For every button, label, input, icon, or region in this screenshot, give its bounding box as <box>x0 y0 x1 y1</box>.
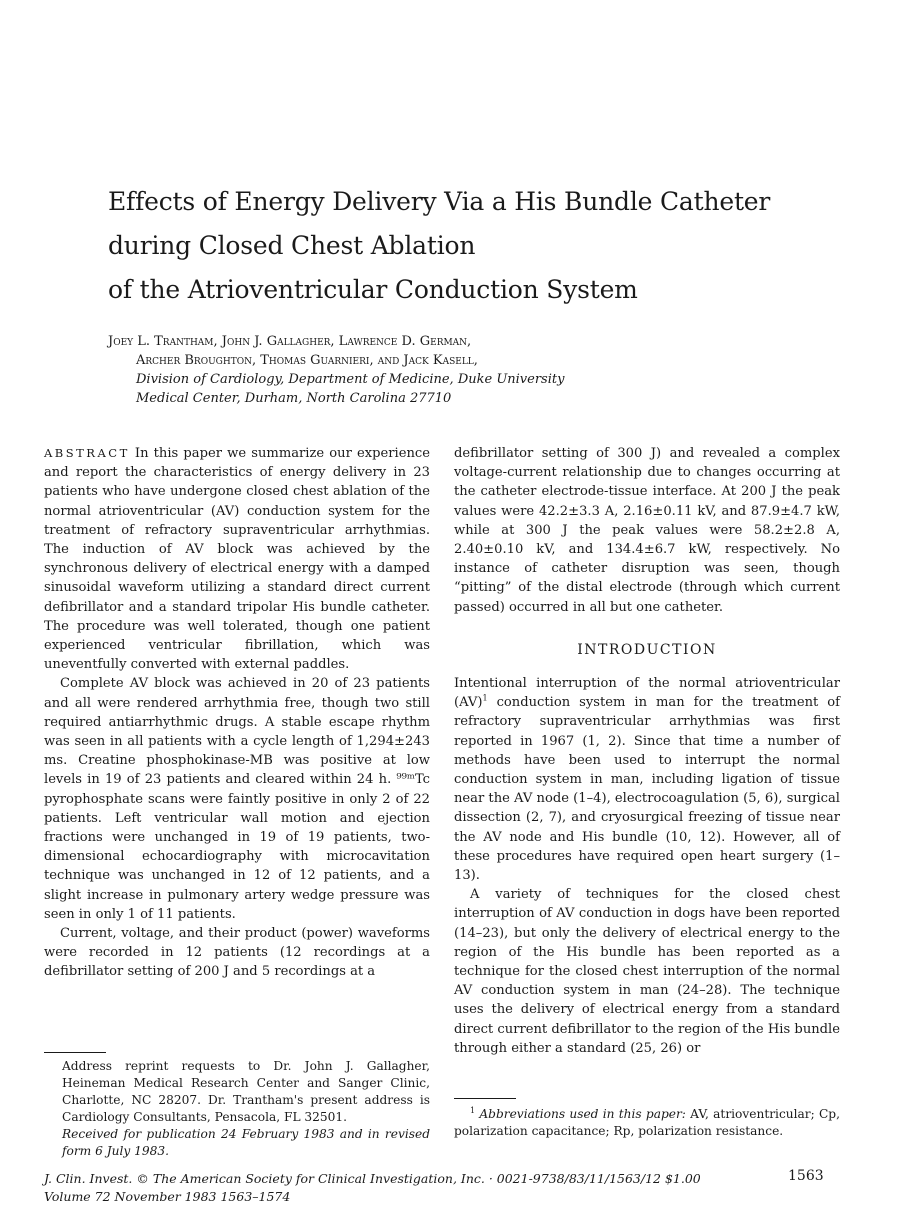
author-block <box>108 332 668 408</box>
title-line: of the Atrioventricular Conduction System <box>108 275 638 304</box>
article-title <box>108 180 828 312</box>
section-heading: INTRODUCTION <box>577 641 717 658</box>
author-names-line: Archer Broughton, Thomas Guarnieri, and Jack Kasell, <box>136 353 478 368</box>
intro-paragraph <box>454 674 840 885</box>
title-line: during Closed Chest Ablation <box>108 231 476 260</box>
footnote-marker: 1 <box>482 693 488 703</box>
abstract-paragraph: Current, voltage, and their product (power) waveforms were recorded in 12 patients (12 recordings at a defibrillator setting of 200 J and 5 recordings at a <box>44 926 430 980</box>
footnote-rule <box>44 1052 106 1053</box>
received-footnote: Received for publication 24 February 1983 and in revised form 6 July 1983. <box>62 1127 430 1158</box>
left-column <box>44 444 430 982</box>
affiliation-line: Medical Center, Durham, North Carolina 27710 <box>136 391 452 406</box>
page-number: 1563 <box>788 1168 824 1184</box>
affiliation-line: Division of Cardiology, Department of Medicine, Duke University <box>136 372 565 387</box>
abbrev-text: AV, atrioventricular; Cp, polarization capacitance; Rp, polarization resistance. <box>454 1107 840 1138</box>
abstract-text: In this paper we summarize our experience and report the characteristics of energy delivery in 23 patients who have undergone closed chest ablation of the normal atrioventricular (AV) conduction system for the treatment of refractory supraventricular arrhythmias. The induction of AV block was achieved by the synchronous delivery of electrical energy with a damped sinusoidal waveform utilizing a standard direct current defibrillator and a standard tripolar His bundle catheter. The procedure was well tolerated, though one patient experienced ventricular fibrillation, which was uneventfully converted with external paddles. <box>44 446 430 673</box>
abbreviation-footnote <box>454 1106 840 1140</box>
intro-paragraph: A variety of techniques for the closed chest interruption of AV conduction in dogs have been reported (14–23), but only the delivery of electrical energy to the region of the His bundle has been reported as a technique for the closed chest interruption of the normal AV conduction system in man (24–28). The technique uses the delivery of electrical energy from a standard direct current defibrillator to the region of the His bundle through either a standard (25, 26) or <box>454 887 840 1056</box>
footnote-marker: 1 <box>470 1105 476 1115</box>
right-column <box>454 444 840 1058</box>
journal-citation: J. Clin. Invest. © The American Society for Clinical Investigation, Inc. · 0021-9738/83/11/1563/12 $1.00 <box>44 1171 701 1186</box>
intro-text: Intentional interruption of the normal atrioventricular (AV) <box>454 676 840 711</box>
abbrev-label: Abbreviations used in this paper: <box>479 1107 686 1121</box>
abstract-paragraph <box>44 444 430 674</box>
volume-line: Volume 72 November 1983 1563–1574 <box>44 1189 291 1204</box>
abstract-continuation: defibrillator setting of 300 J) and revealed a complex voltage-current relationship due to changes occurring at the catheter electrode-tissue interface. At 200 J the peak values were 42.2±3.3 A, 2.16±0.11 kV, and 87.9±4.7 kW, while at 300 J the peak values were 58.2±2.8 A, 2.40±0.10 kV, and 134.4±6.7 kW, respectively. No instance of catheter disruption was seen, though “pitting” of the distal electrode (through which current passed) occurred in all but one catheter. <box>454 446 840 615</box>
footnote-block <box>62 1058 430 1160</box>
intro-text: conduction system in man for the treatment of refractory supraventricular arrhythmias was first reported in 1967 (1, 2). Since that time a number of methods have been used to interrupt the normal conduction system in man, including ligation of tissue near the AV node (1–4), electrocoagulation (5, 6), surgical dissection (2, 7), and cryosurgical freezing of tissue near the AV node and His bundle (10, 12). However, all of these procedures have required open heart surgery (1–13). <box>454 695 840 884</box>
author-names-line: Joey L. Trantham, John J. Gallagher, Lawrence D. German, <box>108 334 472 349</box>
reprint-footnote: Address reprint requests to Dr. John J. Gallagher, Heineman Medical Research Center and Sanger Clinic, Charlotte, NC 28207. Dr. Trantham's present address is Cardiology Consultants, Pensacola, FL 32501. <box>62 1059 430 1124</box>
abstract-label: ABSTRACT <box>44 446 130 460</box>
page-footer <box>44 1170 864 1206</box>
abstract-paragraph: Complete AV block was achieved in 20 of 23 patients and all were rendered arrhythmia free, though two still required antiarrhythmic drugs. A stable escape rhythm was seen in all patients with a cycle length of 1,294±243 ms. Creatine phosphokinase-MB was positive at low levels in 19 of 23 patients and cleared within 24 h. ⁹⁹ᵐTc pyrophosphate scans were faintly positive in only 2 of 22 patients. Left ventricular wall motion and ejection fractions were unchanged in 19 of 19 patients, two-dimensional echocardiography with microcavitation technique was unchanged in 12 of 12 patients, and a slight increase in pulmonary artery wedge pressure was seen in only 1 of 11 patients. <box>44 676 430 922</box>
title-line: Effects of Energy Delivery Via a His Bundle Catheter <box>108 187 771 216</box>
footnote-rule <box>454 1098 516 1099</box>
